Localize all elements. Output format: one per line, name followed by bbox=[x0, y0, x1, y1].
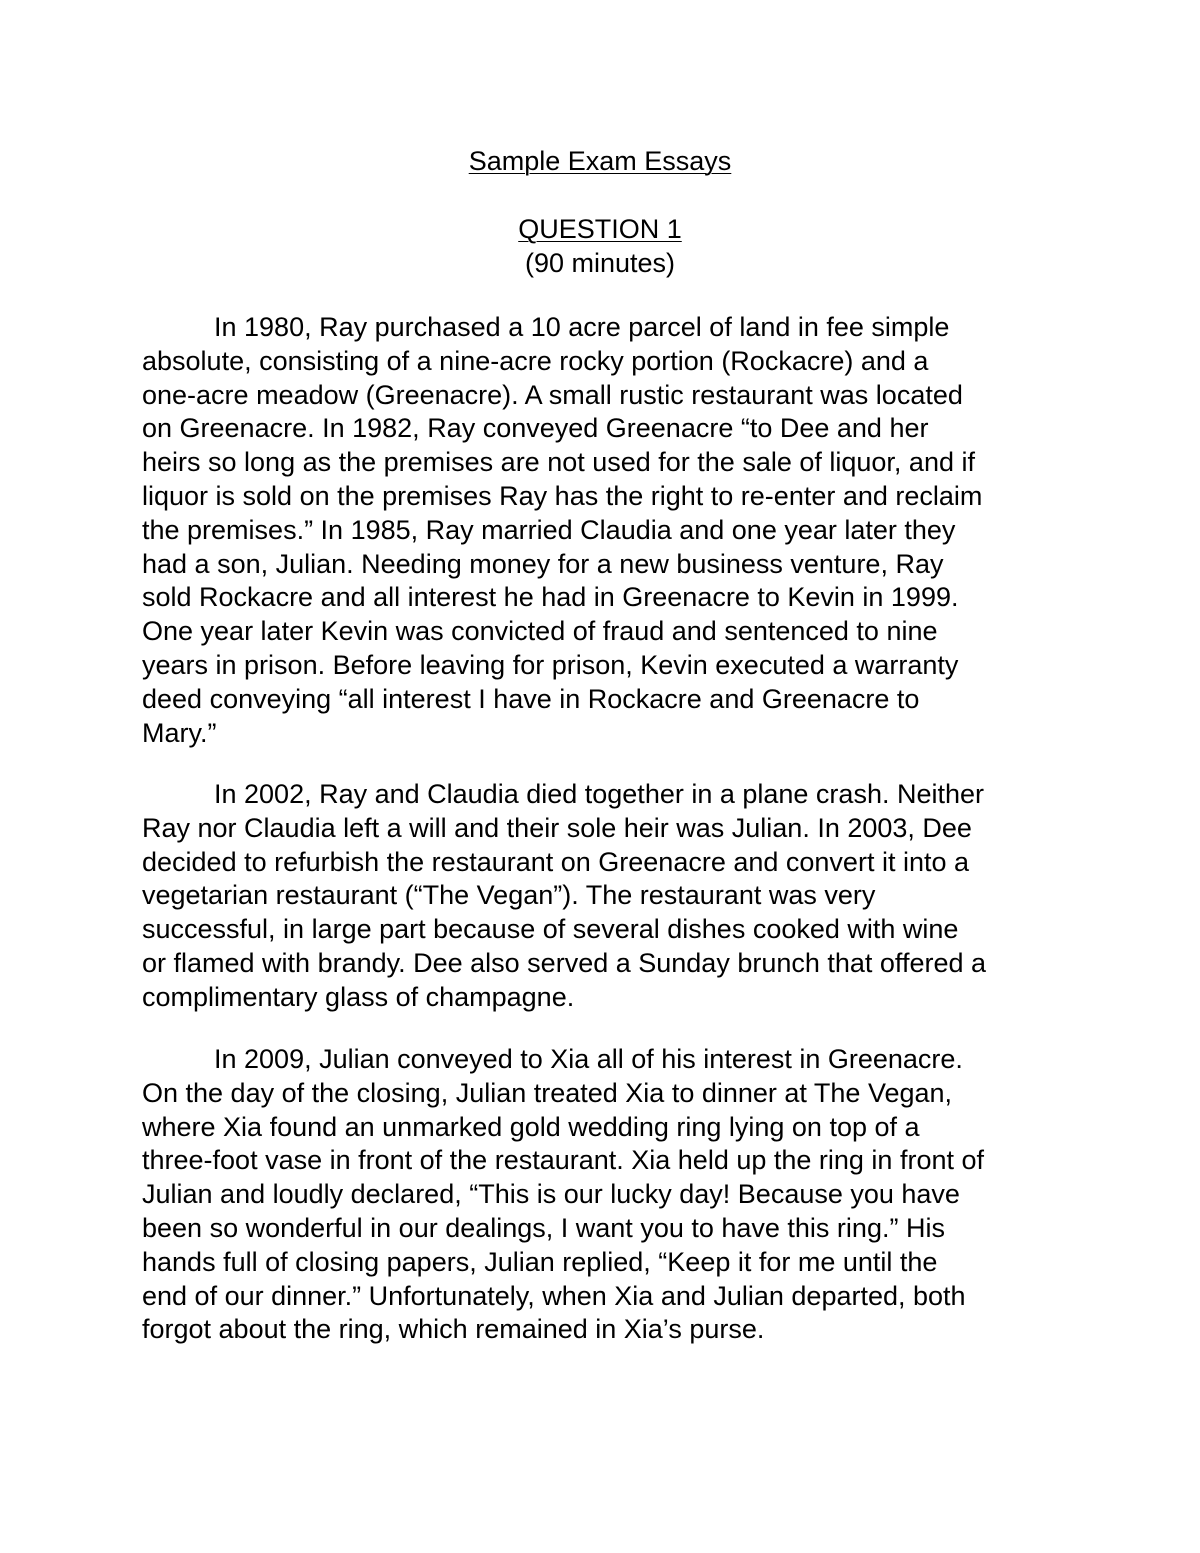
paragraph-line: been so wonderful in our dealings, I want you to have this ring.” His bbox=[142, 1212, 945, 1243]
paragraph-line: end of our dinner.” Unfortunately, when Xia and Julian departed, both bbox=[142, 1280, 966, 1311]
paragraph-line: sold Rockacre and all interest he had in Greenacre to Kevin in 1999. bbox=[142, 582, 959, 613]
paragraph-line: successful, in large part because of several dishes cooked with wine bbox=[142, 914, 959, 945]
document-title: Sample Exam Essays bbox=[468, 146, 732, 176]
paragraph-line: In 1980, Ray purchased a 10 acre parcel of land in fee simple bbox=[214, 312, 950, 342]
paragraph-line: deed conveying “all interest I have in Rockacre and Greenacre to bbox=[142, 683, 920, 714]
paragraph-3 bbox=[142, 1043, 1082, 1347]
paragraph-line: had a son, Julian. Needing money for a new business venture, Ray bbox=[142, 548, 944, 579]
paragraph-line: one-acre meadow (Greenacre). A small rustic restaurant was located bbox=[142, 379, 963, 410]
paragraph-line: decided to refurbish the restaurant on Greenacre and convert it into a bbox=[142, 846, 969, 877]
paragraph-line: Ray nor Claudia left a will and their sole heir was Julian. In 2003, Dee bbox=[142, 812, 972, 843]
paragraph-line: absolute, consisting of a nine-acre rocky portion (Rockacre) and a bbox=[142, 345, 929, 376]
paragraph-line: liquor is sold on the premises Ray has the right to re-enter and reclaim bbox=[142, 480, 983, 511]
paragraph-line: heirs so long as the premises are not used for the sale of liquor, and if bbox=[142, 447, 975, 478]
paragraph-line: where Xia found an unmarked gold wedding ring lying on top of a bbox=[142, 1111, 920, 1142]
paragraph-line: One year later Kevin was convicted of fraud and sentenced to nine bbox=[142, 616, 938, 647]
paragraph-line: on Greenacre. In 1982, Ray conveyed Greenacre “to Dee and her bbox=[142, 413, 929, 444]
question-heading: QUESTION 1 bbox=[518, 214, 682, 244]
paragraph-line: the premises.” In 1985, Ray married Claudia and one year later they bbox=[142, 514, 956, 545]
question-duration: (90 minutes) bbox=[524, 248, 676, 278]
paragraph-line: or flamed with brandy. Dee also served a Sunday brunch that offered a bbox=[142, 947, 987, 978]
paragraph-line: three-foot vase in front of the restaurant. Xia held up the ring in front of bbox=[142, 1145, 984, 1176]
paragraph-line: On the day of the closing, Julian treated Xia to dinner at The Vegan, bbox=[142, 1077, 953, 1108]
paragraph-2 bbox=[142, 778, 1082, 1015]
paragraph-line: Julian and loudly declared, “This is our lucky day! Because you have bbox=[142, 1179, 960, 1210]
paragraph-1 bbox=[142, 311, 1082, 750]
paragraph-line: years in prison. Before leaving for prison, Kevin executed a warranty bbox=[142, 649, 959, 680]
paragraph-line: vegetarian restaurant (“The Vegan”). The restaurant was very bbox=[142, 880, 876, 911]
paragraph-line: In 2009, Julian conveyed to Xia all of his interest in Greenacre. bbox=[214, 1044, 963, 1074]
paragraph-line: In 2002, Ray and Claudia died together in a plane crash. Neither bbox=[214, 779, 985, 809]
paragraph-line: hands full of closing papers, Julian replied, “Keep it for me until the bbox=[142, 1246, 938, 1277]
paragraph-line: forgot about the ring, which remained in Xia’s purse. bbox=[142, 1314, 765, 1345]
paragraph-line: complimentary glass of champagne. bbox=[142, 981, 575, 1012]
paragraph-line: Mary.” bbox=[142, 717, 217, 748]
